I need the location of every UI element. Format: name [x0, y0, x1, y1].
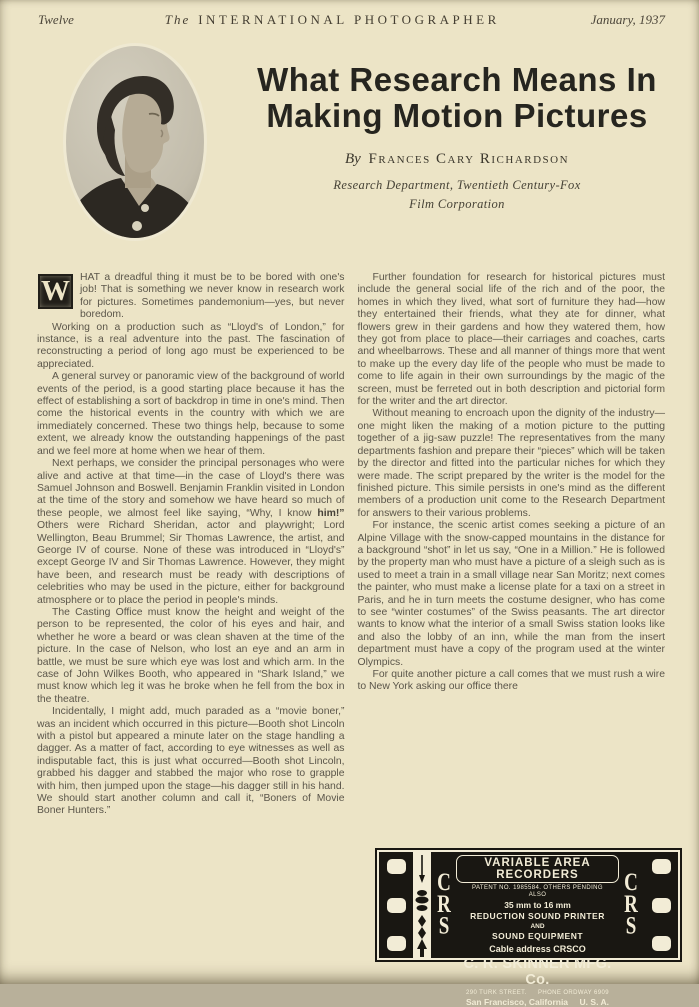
- author-portrait-photo: [55, 38, 215, 246]
- affiliation-line-2: Film Corporation: [409, 196, 505, 211]
- paragraph-text: Next perhaps, we consider the principal personages who were alive and active at that time—in the case of Lloyd's there was Samuel Johnson and Boswell. Benjamin Franklin visited in London at the time of the story and somehow we have heard so much of these people, we almost feel like saying, “Why, I know: [37, 458, 345, 519]
- ad-headline: VARIABLE AREA RECORDERS: [456, 855, 619, 883]
- monogram-letter: R: [624, 890, 638, 919]
- ad-address-line: [456, 990, 619, 996]
- paragraph: Working on a production such as “Lloyd's of London,” for instance, is a real adventure into the past. The fascination of reconstructing a period of long ago must be experienced to be appreciated.: [37, 321, 345, 370]
- sprocket-hole: [387, 936, 406, 951]
- masthead-title: INTERNATIONAL PHOTOGRAPHER: [198, 12, 500, 27]
- magazine-masthead: [165, 12, 500, 28]
- portrait-illustration: [55, 38, 215, 246]
- page-number: Twelve: [38, 12, 74, 27]
- paragraph: For instance, the scenic artist comes seeking a picture of an Alpine Village with the snow-capped mountains in the distance for a background “shot” in let us say, “One in a Million.” He is followed by the property man who must have a picture of a sleigh such as is used to meet a train in a small village near San Moritz; next comes the painter, who must make a license plate for a taxi on a street in Paris, and he in turn meets the costume designer, who has come to see “winter costumes” of the Swiss peasants. The art director wants to know what the interior of a small Swiss station looks like and also the lobby of an inn, while the man from the insert department must have a copy of the program used at the winter Olympics.: [357, 520, 665, 668]
- monogram-letter: S: [625, 911, 637, 941]
- ad-panel: [431, 852, 644, 1007]
- masthead-the: The: [164, 12, 191, 27]
- ad-product-line: SOUND EQUIPMENT: [491, 931, 584, 941]
- ad-also-line: ALSO: [528, 892, 547, 898]
- ad-film-sizes: 35 mm to 16 mm: [504, 899, 571, 910]
- paragraph: Without meaning to encroach upon the dignity of the industry—one might liken the making of a motion picture to the putting together of a jig-saw puzzle! The representatives from the many departments fashion and prepare their “pieces” which will be taken by the director and fitted into the particular niches for which they were made. The script prepared by the writer is the model for the finished picture. This simile persists in one's mind as the different members of a production unit come to the Research Department for answers to their various problems.: [357, 408, 665, 519]
- filmstrip-edge-left: [379, 852, 413, 958]
- soundtrack-ornament-icon: [415, 853, 429, 957]
- paragraph: Incidentally, I might add, much paraded as a “movie boner,” was an incident which occurred in this picture—Booth shot Lincoln with a pistol but appeared a minute later on the stage handling a dagger. As a matter of fact, according to eye witnesses as well as indisputable fact, this is just what occurred—Booth shot Lincoln, grabbed his dagger and stabbed the major who rose to grapple with him, then jumped upon the stage—his dagger still in his hand. We should start another column and call it, “Boners of Movie Boner Hunters.”: [37, 706, 345, 817]
- emphasized-text: him!”: [317, 507, 345, 519]
- ad-city-line: [456, 997, 619, 1007]
- paragraph: Further foundation for research for historical pictures must include the general social life of the rich and of the poor, the homes in which they lived, what sort of furniture they had—how they entertained their friends, what they ate for dinner, what flowers grew in their gardens and how they watered them, how they got from place to place—their carriages and coaches, carts and wheelbarrows. These and all manner of things more that went to make up the every day life of the people who must be made to come to life again in their own surroundings by the magic of the screen, must be ferreted out in both description and pictorial form for the writer and the art director.: [357, 272, 665, 408]
- paragraph-text: Others were Richard Sheridan, actor and playwright; Lord Wellington, Beau Brummel; Sir Thomas Lawrence, the artist, and George IV of course. None of these was introduced in “Lloyd's” except George IV and Sir Thomas Lawrence. However, they might have been, and research must be ready with descriptions of celebrities who may be used in the picture, either for background atmosphere or to place the period in people's minds.: [37, 520, 345, 606]
- sprocket-hole: [387, 859, 406, 874]
- crs-monogram-left: [432, 836, 456, 974]
- ad-company-name: C. R. SKINNER MFG. Co.: [463, 956, 612, 988]
- crs-monogram-right: [619, 836, 643, 974]
- ad-country: U. S. A.: [579, 997, 609, 1007]
- right-column: [358, 272, 666, 818]
- monogram-letter: C: [437, 868, 451, 897]
- title-line-2: Making Motion Pictures: [266, 97, 648, 135]
- sprocket-hole: [652, 859, 671, 874]
- byline-by: By: [344, 150, 361, 167]
- paragraph: For quite another picture a call comes that we must rush a wire to New York asking our office there: [357, 669, 665, 693]
- paragraph: [37, 272, 345, 322]
- left-column: [37, 272, 345, 818]
- sprocket-hole: [387, 898, 406, 913]
- ad-copy: [456, 854, 619, 1007]
- ad-and-line: AND: [530, 922, 545, 930]
- issue-date: January, 1937: [590, 12, 665, 27]
- filmstrip-ornament: [413, 852, 431, 958]
- monogram-letter: S: [438, 911, 450, 941]
- ad-cable-address: Cable address CRSCO: [489, 944, 586, 954]
- ad-phone: PHONE ORDWAY 6909: [537, 989, 609, 996]
- paragraph: A general survey or panoramic view of the background of world events of the period, is a good starting place because it has the effect of establishing a sort of backdrop in time in one's mind. Then come the historical events in the country with which we are immediately concerned. These two things help, because to some extent, we already know the outstanding happenings of the past and we feel more at home when we hear of them.: [37, 371, 345, 457]
- byline: [228, 151, 686, 168]
- article-body: [37, 272, 665, 818]
- page-title: [228, 62, 686, 135]
- drop-cap: W: [37, 273, 74, 310]
- byline-author-name: Frances Cary Richardson: [368, 150, 570, 167]
- monogram-letter: R: [437, 890, 451, 919]
- ad-city: San Francisco, California: [466, 997, 569, 1007]
- ad-street: 290 TURK STREET.: [466, 989, 527, 996]
- paragraph-text: HAT a dreadful thing it must be to be bored with one's job! That is something we never know in research work for pictures. Sometimes pandemonium—yes, but never boredom.: [80, 272, 345, 321]
- sprocket-hole: [652, 936, 671, 951]
- paragraph: The Casting Office must know the height and weight of the person to be represented, the color of his eyes and hair, and whether he wore a beard or was clean shaven at the time of the picture. In the case of Nelson, who lost an eye and an arm in battle, we must be sure which eye was lost and which arm. In the case of John Wilkes Booth, who appeared in “Shark Island,” we must know which leg it was he broke when he fell from the box in the theatre.: [37, 606, 345, 705]
- title-line-1: What Research Means In: [257, 61, 657, 98]
- paragraph: [37, 458, 345, 607]
- advertisement-skinner-recorders: [375, 848, 682, 1007]
- ad-product-line: REDUCTION SOUND PRINTER: [470, 911, 605, 921]
- ad-patent-line: PATENT NO. 1985584. OTHERS PENDING: [472, 884, 603, 891]
- running-head: [38, 12, 665, 28]
- affiliation-line-1: Research Department, Twentieth Century-Fox: [333, 177, 581, 192]
- article-header: [228, 62, 686, 214]
- filmstrip-edge-right: [644, 852, 678, 958]
- sprocket-hole: [652, 898, 671, 913]
- monogram-letter: C: [624, 868, 638, 897]
- author-affiliation: [228, 176, 686, 215]
